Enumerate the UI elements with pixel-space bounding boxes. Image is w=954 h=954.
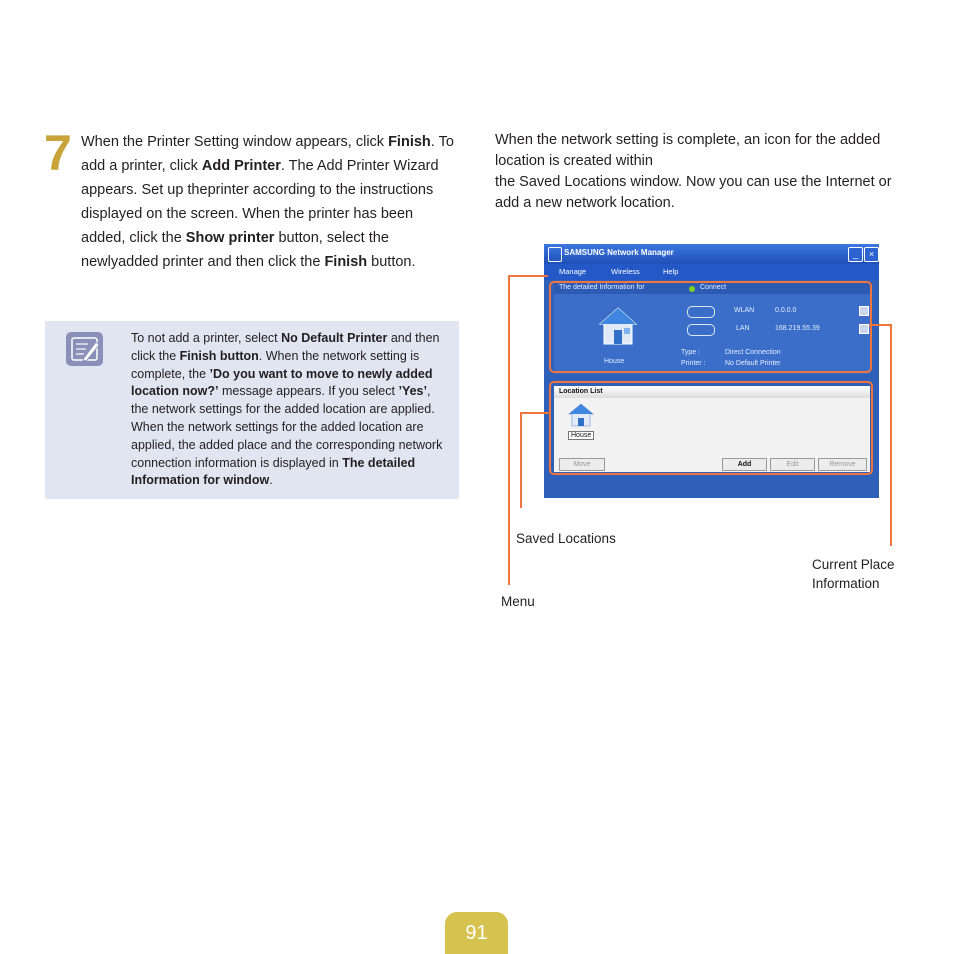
wlan-value: 0.0.0.0 (775, 307, 797, 314)
info-header-label: The detailed Information for (559, 284, 645, 291)
saved-location-house[interactable]: House (568, 431, 594, 440)
finish-term: Finish (388, 134, 431, 150)
add-printer-term: Add Printer (201, 158, 281, 174)
type-label: Type : (681, 349, 701, 356)
move-button[interactable]: Move (559, 458, 605, 471)
connect-label: Connect (700, 284, 727, 291)
step-instructions (81, 130, 459, 274)
saved-callout-line-v (520, 412, 522, 508)
text-run: To not add a printer, select (131, 331, 282, 345)
note-pencil-icon (66, 332, 103, 366)
text-run: and then click the (131, 331, 440, 363)
saved-callout-line-h (520, 412, 549, 414)
type-value: Direct Connection (725, 349, 781, 356)
result-description (495, 130, 895, 214)
detailed-info-term: The detailed Information for window (131, 455, 416, 488)
printer-label: Printer : (681, 360, 706, 367)
text-run: button, select the newlyadded printer and then click the (81, 230, 389, 270)
text-run: message appears. If you select (218, 384, 399, 399)
yes-term: ’Yes’ (398, 384, 427, 399)
current-place-label (812, 555, 895, 593)
menu-callout-line-h (508, 275, 548, 277)
text-line: When the network setting is complete, an icon for the added location is created within (495, 132, 881, 169)
house-label: House (604, 358, 625, 365)
text-run: , the network settings for the added location are applied. When the network settings for the added location are applied, the added place and the corresponding network connection information is displayed in (131, 384, 443, 470)
menu-callout-line-v (508, 275, 510, 585)
edit-button[interactable]: Edit (770, 458, 815, 471)
menu-help[interactable]: Help (663, 267, 679, 276)
add-button[interactable]: Add (722, 458, 767, 471)
text-run: . The Add Printer Wizard appears. Set up theprinter according to the instructions displayed on the screen. When the printer has been added, click the (81, 158, 439, 246)
menu-wireless[interactable]: Wireless (611, 267, 640, 276)
step-number: 7 (44, 125, 72, 181)
minimize-icon[interactable]: _ (848, 247, 863, 262)
app-logo-icon (548, 247, 562, 262)
close-icon[interactable]: × (864, 247, 879, 262)
text-run: . When the network setting is complete, the (131, 348, 420, 381)
remove-button[interactable]: Remove (818, 458, 867, 471)
text-run: button. (367, 254, 416, 270)
current-callout-line-h (869, 324, 892, 326)
current-place-highlight (549, 281, 872, 373)
note-text (131, 330, 451, 490)
text-run: . (269, 473, 273, 488)
no-default-printer-term: No Default Printer (281, 331, 388, 345)
text-run: When the Printer Setting window appears, click (81, 134, 389, 150)
text-run: . To add a printer, click (81, 134, 454, 174)
saved-locations-label: Saved Locations (516, 531, 616, 546)
lan-value: 168.219.55.39 (775, 325, 820, 332)
menu-manage[interactable]: Manage (559, 267, 587, 276)
callout-line: Current Place (812, 557, 895, 572)
finish-button-term: Finish button (179, 348, 259, 363)
printer-value: No Default Printer (725, 360, 781, 367)
callout-line: Information (812, 576, 880, 591)
page-number: 91 (445, 912, 508, 954)
text-line: the Saved Locations window. Now you can use the Internet or add a new network location. (495, 174, 892, 211)
current-callout-line-v (890, 324, 892, 546)
location-list-title: Location List (559, 388, 603, 395)
menu-bar (544, 264, 879, 280)
show-printer-term: Show printer (185, 230, 275, 246)
lan-label: LAN (736, 325, 750, 332)
wlan-label: WLAN (734, 307, 755, 314)
window-title: SAMSUNG Network Manager (564, 248, 674, 257)
finish-term: Finish (324, 254, 368, 270)
move-message-term: ’Do you want to move to newly added location now?’ (131, 366, 433, 399)
saved-locations-highlight (549, 381, 873, 475)
menu-label: Menu (501, 594, 535, 609)
